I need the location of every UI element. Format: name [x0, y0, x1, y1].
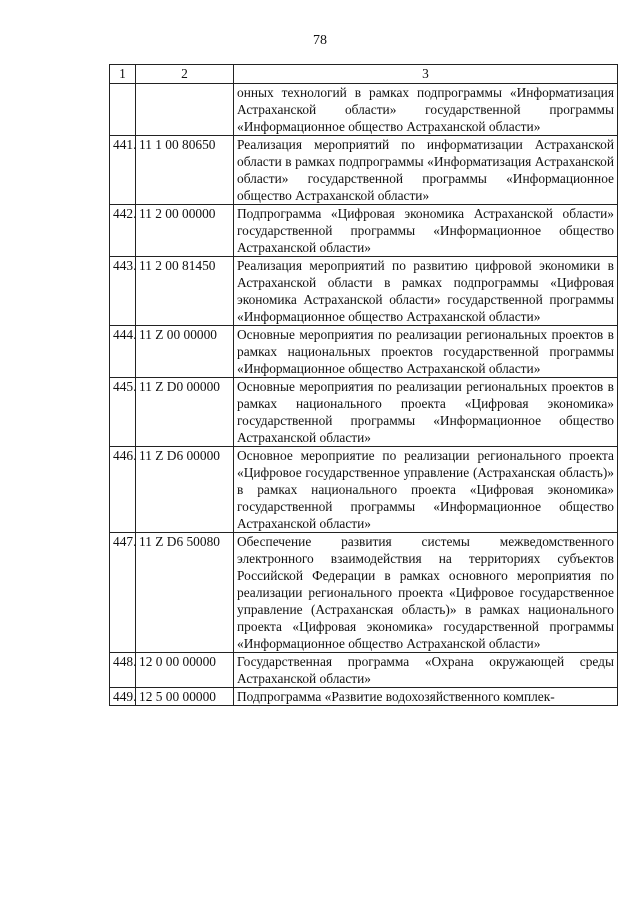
row-number: 445.: [110, 378, 136, 447]
budget-code: 11 Z 00 00000: [136, 326, 234, 378]
budget-code: 11 1 00 80650: [136, 136, 234, 205]
item-description: Реализация мероприятий по информатизации Астраханской области в рамках подпрограммы «Информатизация Астраханской области» государственной программы «Информационное общество Астраханской области»: [234, 136, 618, 205]
page-number: 78: [313, 33, 327, 48]
row-number: 449.: [110, 688, 136, 706]
item-description: Основные мероприятия по реализации региональных проектов в рамках национального проекта «Цифровая экономика» государственной программы «Информационное общество Астраханской области»: [234, 378, 618, 447]
budget-code: [136, 84, 234, 136]
item-description: онных технологий в рамках подпрограммы «Информатизация Астраханской области» государственной программы «Информационное общество Астраханской области»: [234, 84, 618, 136]
table-row: [110, 653, 618, 688]
table-row: [110, 688, 618, 706]
row-number: [110, 84, 136, 136]
table-row: [110, 378, 618, 447]
budget-code: 12 0 00 00000: [136, 653, 234, 688]
item-description: Обеспечение развития системы межведомственного электронного взаимодействия на территориях субъектов Российской Федерации в рамках основного мероприятия по реализации регионального проекта «Цифровое государственное управление (Астраханская область)» в рамках национального проекта «Цифровая экономика» государственной программы «Информационное общество Астраханской области»: [234, 533, 618, 653]
budget-code: 11 2 00 00000: [136, 205, 234, 257]
table-row: [110, 205, 618, 257]
row-number: 443.: [110, 257, 136, 326]
item-description: Основные мероприятия по реализации региональных проектов в рамках национальных проектов государственной программы «Информационное общество Астраханской области»: [234, 326, 618, 378]
item-description: Государственная программа «Охрана окружающей среды Астраханской области»: [234, 653, 618, 688]
document-table: [109, 64, 618, 706]
table-row: [110, 84, 618, 136]
header-col-2: 2: [136, 65, 234, 84]
row-number: 447.: [110, 533, 136, 653]
table-header-row: [110, 65, 618, 84]
budget-code: 11 Z D0 00000: [136, 378, 234, 447]
budget-code: 11 Z D6 50080: [136, 533, 234, 653]
row-number: 441.: [110, 136, 136, 205]
row-number: 444.: [110, 326, 136, 378]
header-col-3: 3: [234, 65, 618, 84]
table-row: [110, 447, 618, 533]
row-number: 448.: [110, 653, 136, 688]
item-description: Подпрограмма «Цифровая экономика Астраханской области» государственной программы «Информационное общество Астраханской области»: [234, 205, 618, 257]
table-row: [110, 326, 618, 378]
table-row: [110, 257, 618, 326]
budget-code: 12 5 00 00000: [136, 688, 234, 706]
budget-code: 11 Z D6 00000: [136, 447, 234, 533]
row-number: 442.: [110, 205, 136, 257]
item-description: Подпрограмма «Развитие водохозяйственного комплек-: [234, 688, 618, 706]
table-row: [110, 533, 618, 653]
table-row: [110, 136, 618, 205]
item-description: Реализация мероприятий по развитию цифровой экономики в Астраханской области в рамках подпрограммы «Цифровая экономика Астраханской области» государственной программы «Информационное общество Астраханской области»: [234, 257, 618, 326]
header-col-1: 1: [110, 65, 136, 84]
item-description: Основное мероприятие по реализации регионального проекта «Цифровое государственное управление (Астраханская область)» в рамках национального проекта «Цифровая экономика» государственной программы «Информационное общество Астраханской области»: [234, 447, 618, 533]
row-number: 446.: [110, 447, 136, 533]
budget-code: 11 2 00 81450: [136, 257, 234, 326]
